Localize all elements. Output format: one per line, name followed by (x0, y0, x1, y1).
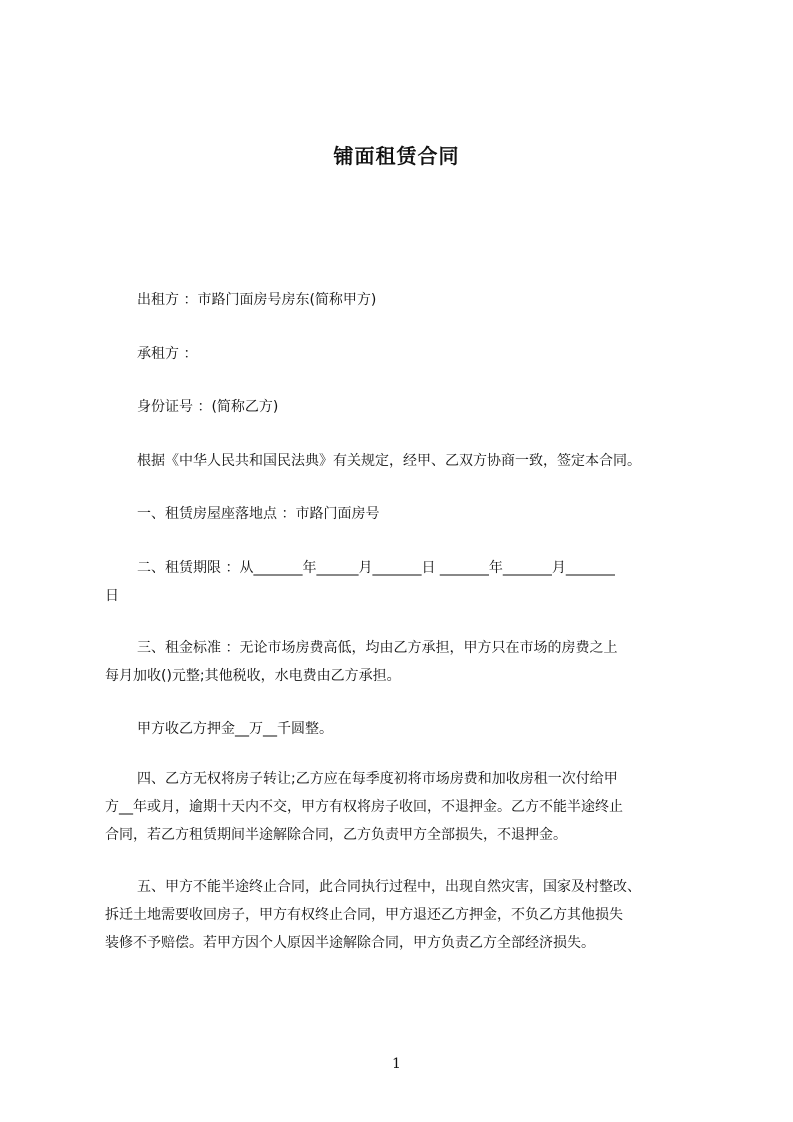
paragraph-id-number (105, 393, 710, 421)
paragraph-line: 二、租赁期限 ：从_______年______月_______日 _______年_______月_______ (137, 560, 615, 576)
paragraph-line: 拆迁土地需要收回房子，甲方有权终止合同，甲方退还乙方押金，不负乙方其他损失 (105, 907, 623, 923)
clause-lease-term (105, 554, 710, 610)
paragraph-line: 装修不予赔偿。若甲方因个人原因半途解除合同，甲方负责乙方全部经济损失。 (105, 935, 595, 951)
paragraph-line: 四、乙方无权将房子转让;乙方应在每季度初将市场房费和加收房租一次付给甲 (137, 771, 618, 787)
paragraph-line: 出租方 ：市路门面房号房东(简称甲方) (137, 292, 377, 308)
paragraph-line: 五、甲方不能半途终止合同，此合同执行过程中，出现自然灾害，国家及村整改、 (137, 879, 641, 895)
clause-rent-standard (105, 634, 710, 690)
clause-termination (105, 873, 710, 957)
paragraph-line: 日 (105, 588, 119, 604)
paragraph-lessee (105, 340, 710, 368)
paragraph-lessor (105, 286, 710, 314)
paragraph-line: 合同，若乙方租赁期间半途解除合同，乙方负责甲方全部损失，不退押金。 (105, 827, 567, 843)
paragraph-line: 根据《中华人民共和国民法典》有关规定，经甲、乙双方协商一致，签定本合同。 (137, 453, 641, 469)
clause-transfer-payment (105, 765, 710, 849)
paragraph-line: 三、租金标准 ：无论市场房费高低，均由乙方承担，甲方只在市场的房费之上 (137, 640, 618, 656)
paragraph-line: 每月加收()元整;其他税收，水电费由乙方承担。 (105, 668, 401, 684)
paragraph-line: 甲方收乙方押金__万__千圆整。 (137, 721, 333, 737)
paragraph-line: 承租方 ： (137, 346, 198, 362)
paragraph-deposit (105, 715, 710, 743)
document-title: 铺面租赁合同 (333, 144, 460, 168)
paragraph-line: 一、租赁房屋座落地点 ：市路门面房号 (137, 506, 380, 522)
page-number: 1 (392, 1056, 401, 1072)
paragraph-preamble (105, 447, 710, 475)
clause-location (105, 500, 710, 528)
paragraph-line: 身份证号 ：(简称乙方) (137, 399, 279, 415)
paragraph-line: 方__年或月，逾期十天内不交，甲方有权将房子收回，不退押金。乙方不能半途终止 (105, 799, 623, 815)
